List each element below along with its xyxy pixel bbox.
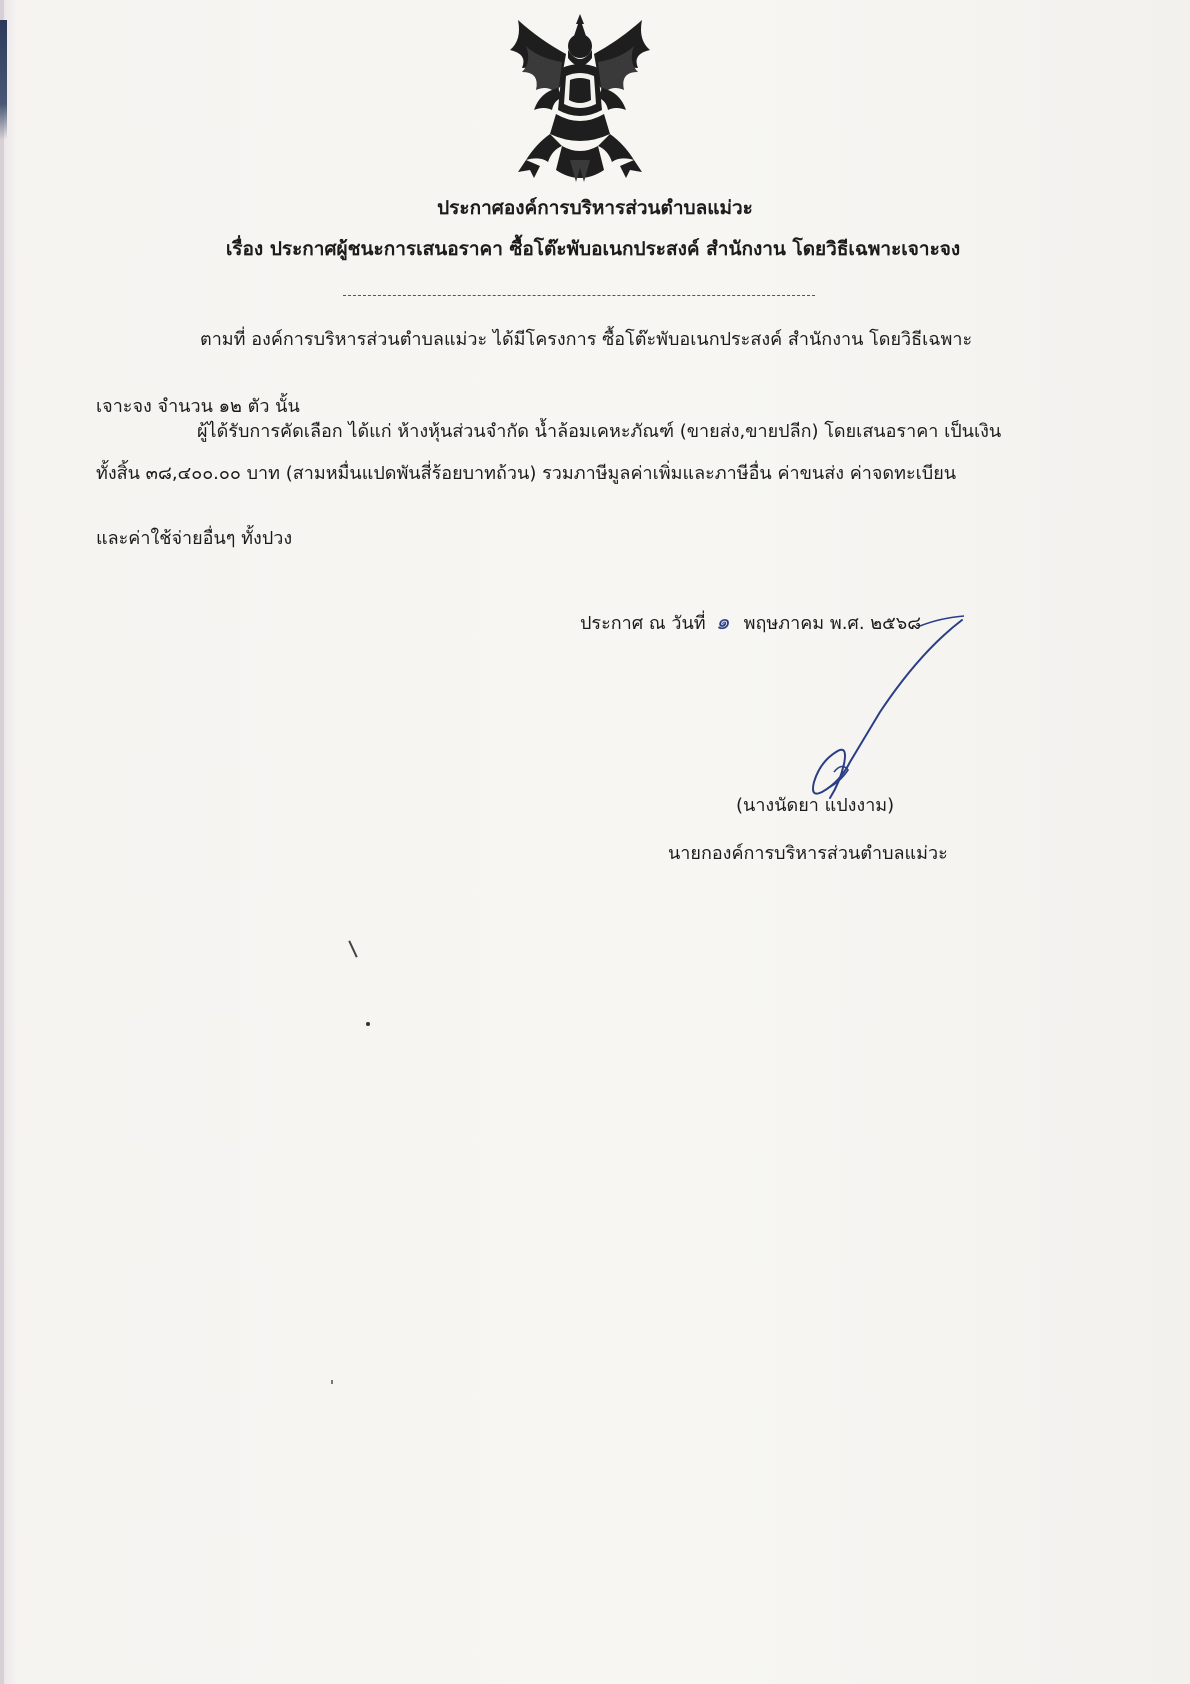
garuda-emblem-icon <box>500 10 660 190</box>
date-prefix: ประกาศ ณ วันที่ <box>580 613 706 634</box>
body-line-2: เจาะจง จำนวน ๑๒ ตัว นั้น <box>96 396 300 417</box>
scan-speck <box>348 940 357 957</box>
title-divider <box>343 295 815 296</box>
scan-speck <box>331 1380 333 1384</box>
signature-mark <box>770 612 970 812</box>
body-line-5: และค่าใช้จ่ายอื่นๆ ทั้งปวง <box>96 528 293 549</box>
body-line-4: ทั้งสิ้น ๓๘,๔๐๐.๐๐ บาท (สามหมื่นแปดพันสี่ร้อยบาทถ้วน) รวมภาษีมูลค่าเพิ่มและภาษีอื่น ค่าขนส่ง ค่าจดทะเบียน <box>96 463 957 484</box>
body-line-3: ผู้ได้รับการคัดเลือก ได้แก่ ห้างหุ้นส่วนจำกัด น้ำล้อมเคหะภัณฑ์ (ขายส่ง,ขายปลีก) โดยเสนอราคา เป็นเงิน <box>197 421 1002 442</box>
document-subject: เรื่อง ประกาศผู้ชนะการเสนอราคา ซื้อโต๊ะพับอเนกประสงค์ สำนักงาน โดยวิธีเฉพาะเจาะจง <box>225 238 961 260</box>
signer-name: (นางนัดยา แปงงาม) <box>736 795 895 816</box>
signer-position: นายกองค์การบริหารส่วนตำบลแม่วะ <box>668 843 948 864</box>
document-title: ประกาศองค์การบริหารส่วนตำบลแม่วะ <box>437 197 753 219</box>
date-day-handwritten: ๑ <box>715 610 730 635</box>
scan-edge-mark <box>0 20 7 140</box>
body-line-1: ตามที่ องค์การบริหารส่วนตำบลแม่วะ ได้มีโครงการ ซื้อโต๊ะพับอเนกประสงค์ สำนักงาน โดยวิธีเฉพาะ <box>200 329 973 350</box>
date-month-year: พฤษภาคม พ.ศ. ๒๕๖๘ <box>743 613 922 634</box>
scan-speck <box>366 1022 370 1026</box>
